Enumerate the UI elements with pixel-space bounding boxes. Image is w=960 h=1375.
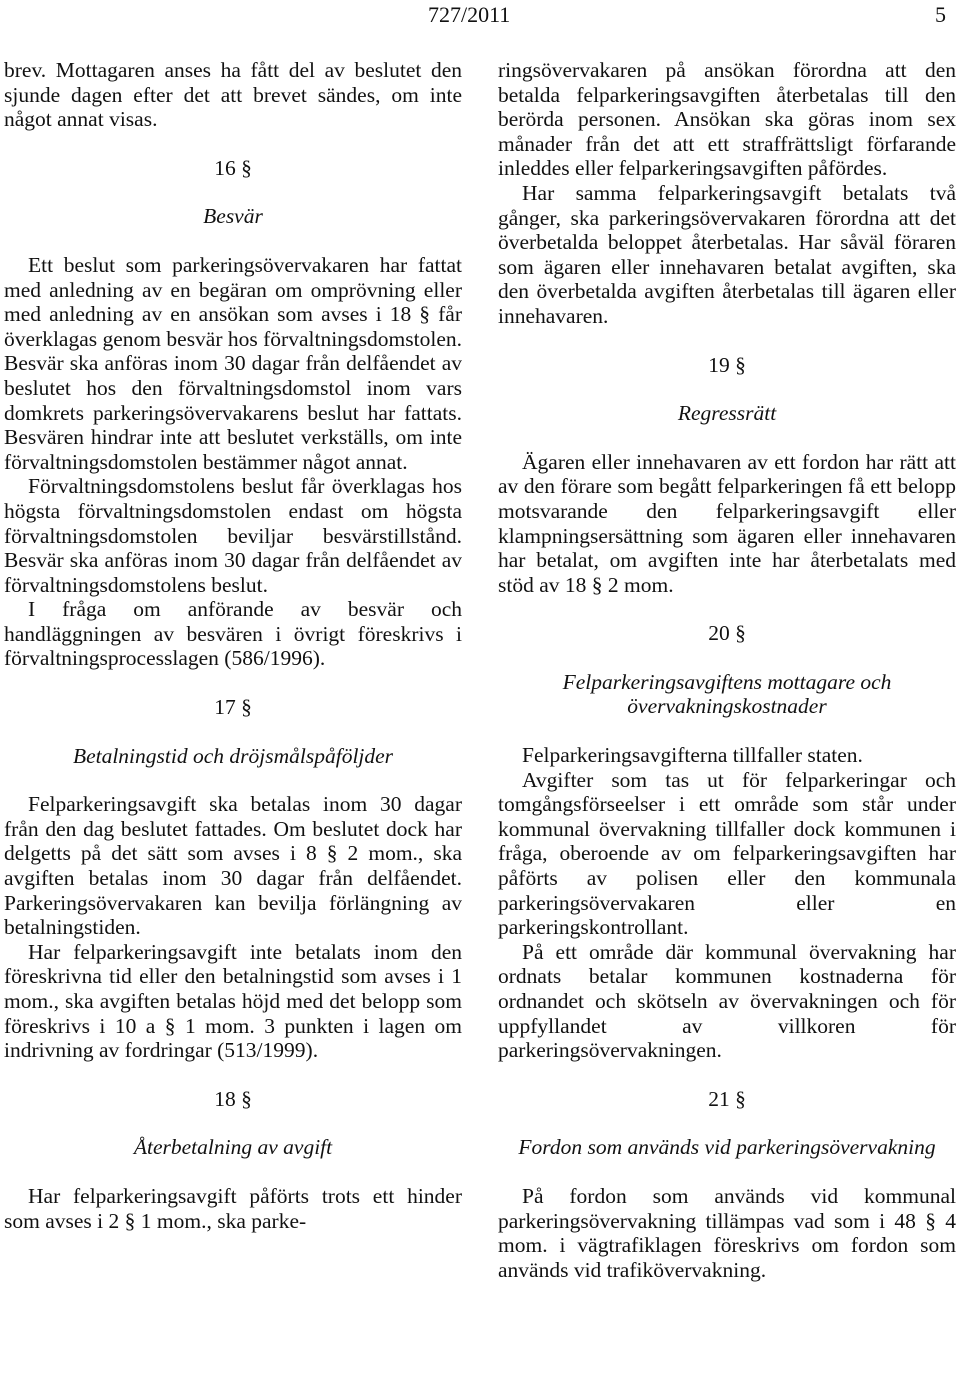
right-column <box>498 58 956 1282</box>
paragraph: brev. Mottagaren anses ha fått del av beslutet den sjunde dagen efter det att brevet sändes, om inte något annat visas. <box>4 58 462 132</box>
paragraph: Har felparkeringsavgift inte betalats inom den föreskrivna tid eller den betalningstid som avses i 1 mom., ska avgiften betalas höjd med det belopp som föreskrivs i 10 a § 1 mom. 3 punkten i lagen om indrivning av fordringar (513/1999). <box>4 939 462 1063</box>
paragraph: I fråga om anförande av besvär och handläggningen av besvären i övrigt föreskrivs i förvaltningsprocesslagen (586/1996). <box>4 597 462 671</box>
paragraph: Avgifter som tas ut för felparkeringar och tomgångsförseelser i ett område som står under kommunal övervakning tillfaller dock kommunen i fråga, oberoende av om felparkeringsavgiften har påförts av polisen eller den kommunala parkeringsövervakaren eller en parkeringskontrollant. <box>498 767 956 940</box>
paragraph: Ägaren eller innehavaren av ett fordon har rätt att av den förare som begått felparkeringen få ett belopp motsvarande den felparkeringsavgift eller klampningsersättning som ägaren eller innehavaren har betalat, om avgiften inte har återbetalats med stöd av 18 § 2 mom. <box>498 449 956 597</box>
section-number: 21 § <box>708 1086 746 1111</box>
paragraph: Ett beslut som parkeringsövervakaren har fattat med anledning av en begäran om omprövning eller med anledning av en ansökan som avses i 18 § får överklagas genom besvär hos förvaltningsdomstolen. Besvär ska anföras inom 30 dagar från delfåendet av beslutet hos den förvaltningsdomstol inom vars domkrets parkeringsövervakarens beslut har fattats. Besvären hindrar inte att beslutet verkställs, om inte förvaltningsdomstolen bestämmer något annat. <box>4 252 462 474</box>
section-title: Återbetalning av avgift <box>133 1135 333 1160</box>
section-number: 20 § <box>708 621 746 646</box>
document-number: 727/2011 <box>428 2 511 27</box>
paragraph: Förvaltningsdomstolens beslut får överklagas hos högsta förvaltningsdomstolen endast om högsta förvaltningsdomstolen beviljar besvärstillstånd. Besvär ska anföras inom 30 dagar från delfåendet av förvaltningsdomstolens beslut. <box>4 474 462 597</box>
section-title: Besvär <box>203 204 263 229</box>
paragraph: ringsövervakaren på ansökan förordna att den betalda felparkeringsavgiften återbetalas till den berörda personen. Ansökan ska göras inom sex månader från det att ett straffrättsligt förfarande inleddes eller felparkeringsavgiften påfördes. <box>498 58 956 181</box>
paragraph: Felparkeringsavgift ska betalas inom 30 dagar från den dag beslutet fattades. Om beslutet dock har delgetts på det sätt som avses i 8 § 2 mom., ska avgiften betalas inom 30 dagar från delfåendet. Parkeringsövervakaren kan bevilja förlängning av betalningstiden. <box>4 792 462 940</box>
section-title: Fordon som används vid parkeringsövervakning <box>518 1135 936 1160</box>
page-number: 5 <box>935 2 946 27</box>
paragraph: På fordon som används vid kommunal parkeringsövervakning tillämpas vad som i 48 § 4 mom. i vägtrafiklagen föreskrivs om fordon som används vid trafikövervakning. <box>498 1183 956 1282</box>
section-number: 16 § <box>214 155 252 180</box>
section-number: 18 § <box>214 1086 252 1111</box>
section-title: Regressrätt <box>677 401 777 426</box>
paragraph: På ett område där kommunal övervakning har ordnats betalar kommunen kostnaderna för ordnandet och skötseln av övervakningen och för uppfyllandet av villkoren för parkeringsövervakningen. <box>498 939 956 1063</box>
paragraph: Har samma felparkeringsavgift betalats två gånger, ska parkeringsövervakaren förordna att det överbetalda beloppet återbetalas. Har såväl föraren som ägaren eller innehavaren betalat avgiften, ska den överbetalda avgiften återbetalas till ägaren eller innehavaren. <box>498 180 956 328</box>
section-number: 19 § <box>708 352 746 377</box>
section-title: Betalningstid och dröjsmålspåföljder <box>72 743 394 768</box>
page-header <box>0 0 960 40</box>
section-number: 17 § <box>214 695 252 720</box>
section-title: Felparkeringsavgiftens mottagare och övervakningskostnader <box>562 669 892 719</box>
left-column <box>4 58 462 1233</box>
paragraph: Har felparkeringsavgift påförts trots ett hinder som avses i 2 § 1 mom., ska parke- <box>4 1183 462 1233</box>
paragraph: Felparkeringsavgifterna tillfaller staten. <box>522 743 863 768</box>
